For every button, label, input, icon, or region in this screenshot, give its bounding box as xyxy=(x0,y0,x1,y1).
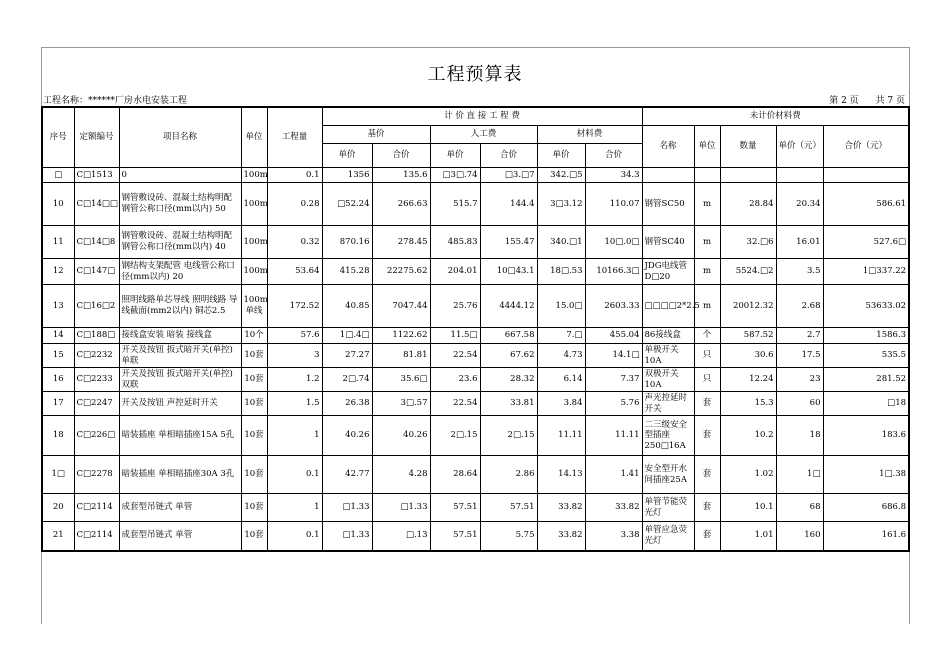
row-code: C□2278 xyxy=(74,456,119,494)
row-seq: 20 xyxy=(42,494,74,522)
row-m-name: 单管节能荧光灯 xyxy=(642,494,694,522)
row-base-total: 81.81 xyxy=(372,344,430,368)
row-seq: 15 xyxy=(42,344,74,368)
row-base-unit-price: 2□.74 xyxy=(322,368,372,392)
header-base-total: 合价 xyxy=(372,144,430,168)
header-direct-cost: 计 价 直 接 工 程 费 xyxy=(322,107,642,126)
row-m-unit: 套 xyxy=(694,494,720,522)
row-seq: 21 xyxy=(42,522,74,551)
row-m-qty: 1.02 xyxy=(720,456,776,494)
row-item-name: 成套型吊链式 单管 xyxy=(119,522,241,551)
row-labor-unit-price: 23.6 xyxy=(430,368,480,392)
row-qty: 0.32 xyxy=(267,226,322,259)
row-item-name: 开关及按钮 扳式暗开关(单控) 双联 xyxy=(119,368,241,392)
header-m-qty: 数量 xyxy=(720,126,776,168)
header-material-unit-price: 单价 xyxy=(537,144,585,168)
header-material: 材料费 xyxy=(537,126,642,144)
row-m-name: 二三级安全型插座250□16A xyxy=(642,416,694,456)
row-m-unit: 套 xyxy=(694,456,720,494)
row-m-qty: 30.6 xyxy=(720,344,776,368)
row-m-name: 单极开关10A xyxy=(642,344,694,368)
row-labor-total: 4444.12 xyxy=(480,285,537,328)
header-qty: 工程量 xyxy=(267,107,322,168)
row-m-total: 1586.3 xyxy=(823,328,909,344)
row-labor-total: 667.58 xyxy=(480,328,537,344)
row-seq: 18 xyxy=(42,416,74,456)
row-m-unit-price: 160 xyxy=(776,522,823,551)
row-base-unit-price: 1□.4□ xyxy=(322,328,372,344)
row-item-name: 钢结构支架配管 电线管公称口径(mm以内) 20 xyxy=(119,259,241,285)
row-m-name: 86接线盒 xyxy=(642,328,694,344)
table-row xyxy=(42,368,909,392)
page-total: 共 7 页 xyxy=(875,96,905,106)
row-base-unit-price: 26.38 xyxy=(322,392,372,416)
row-m-unit-price: 20.34 xyxy=(776,183,823,226)
row-m-unit: 套 xyxy=(694,522,720,551)
row-base-total: 22275.62 xyxy=(372,259,430,285)
row-m-total: 183.6 xyxy=(823,416,909,456)
header-labor-total: 合价 xyxy=(480,144,537,168)
row-base-unit-price: □52.24 xyxy=(322,183,372,226)
row-code: C□14□□ xyxy=(74,183,119,226)
row-material-unit-price: 15.0□ xyxy=(537,285,585,328)
project-name: 工程名称：******厂房水电安装工程 xyxy=(43,96,188,106)
row-unit: 10套 xyxy=(241,368,267,392)
row-labor-total: 155.47 xyxy=(480,226,537,259)
header-m-unit: 单位 xyxy=(694,126,720,168)
header-item: 项目名称 xyxy=(119,107,241,168)
row-material-total: 34.3 xyxy=(585,168,642,183)
row-material-total: 11.11 xyxy=(585,416,642,456)
row-base-unit-price: 1356 xyxy=(322,168,372,183)
row-m-name: 钢管SC40 xyxy=(642,226,694,259)
header-code: 定额编号 xyxy=(74,107,119,168)
row-item-name: 钢管敷设砖、混凝土结构明配钢管公称口径(mm以内) 50 xyxy=(119,183,241,226)
row-labor-unit-price: 22.54 xyxy=(430,392,480,416)
row-material-total: 2603.33 xyxy=(585,285,642,328)
table-row xyxy=(42,522,909,551)
row-m-unit-price: 18 xyxy=(776,416,823,456)
row-seq: 1□ xyxy=(42,456,74,494)
row-m-total: 161.6 xyxy=(823,522,909,551)
row-labor-unit-price: 25.76 xyxy=(430,285,480,328)
row-item-name: 开关及按钮 声控延时开关 xyxy=(119,392,241,416)
row-material-total: 10□.0□ xyxy=(585,226,642,259)
row-base-unit-price: 40.26 xyxy=(322,416,372,456)
row-unit: 10套 xyxy=(241,494,267,522)
row-m-name: 双极开关10A xyxy=(642,368,694,392)
row-labor-total: 67.62 xyxy=(480,344,537,368)
row-unit: 100m xyxy=(241,226,267,259)
row-code: C□14□8 xyxy=(74,226,119,259)
row-code: C□147□ xyxy=(74,259,119,285)
row-labor-unit-price: 22.54 xyxy=(430,344,480,368)
row-base-total: 135.6 xyxy=(372,168,430,183)
row-base-total: 40.26 xyxy=(372,416,430,456)
row-labor-total: 144.4 xyxy=(480,183,537,226)
row-material-total: 3.38 xyxy=(585,522,642,551)
row-m-total: □18 xyxy=(823,392,909,416)
row-item-name: 成套型吊链式 单管 xyxy=(119,494,241,522)
row-seq: 16 xyxy=(42,368,74,392)
row-material-unit-price: 7.□ xyxy=(537,328,585,344)
row-unit: 100m xyxy=(241,168,267,183)
row-seq: 17 xyxy=(42,392,74,416)
row-material-unit-price: 4.73 xyxy=(537,344,585,368)
row-m-unit: 套 xyxy=(694,392,720,416)
header-seq: 序号 xyxy=(42,107,74,168)
row-m-unit: 个 xyxy=(694,328,720,344)
row-material-unit-price: 11.11 xyxy=(537,416,585,456)
row-code: C□188□ xyxy=(74,328,119,344)
table-row xyxy=(42,259,909,285)
row-qty: 57.6 xyxy=(267,328,322,344)
table-row xyxy=(42,344,909,368)
row-m-total: 535.5 xyxy=(823,344,909,368)
row-unit: 100m xyxy=(241,259,267,285)
row-labor-unit-price: 515.7 xyxy=(430,183,480,226)
header-base-price: 基价 xyxy=(322,126,430,144)
row-seq: 11 xyxy=(42,226,74,259)
row-item-name: 开关及按钮 扳式暗开关(单控) 单联 xyxy=(119,344,241,368)
row-base-total: 266.63 xyxy=(372,183,430,226)
document-title: 工程预算表 xyxy=(427,64,523,85)
row-seq: 13 xyxy=(42,285,74,328)
header-base-unit-price: 单价 xyxy=(322,144,372,168)
table-body xyxy=(42,168,909,551)
row-base-unit-price: 27.27 xyxy=(322,344,372,368)
row-seq: □ xyxy=(42,168,74,183)
row-material-unit-price: 14.13 xyxy=(537,456,585,494)
row-m-qty: 587.52 xyxy=(720,328,776,344)
row-material-unit-price: 3□3.12 xyxy=(537,183,585,226)
row-m-unit-price: 1□ xyxy=(776,456,823,494)
row-code: C□2247 xyxy=(74,392,119,416)
row-m-total: 586.61 xyxy=(823,183,909,226)
header-m-unit-price: 单价（元） xyxy=(776,126,823,168)
row-labor-total: 2□.15 xyxy=(480,416,537,456)
row-m-qty: 10.2 xyxy=(720,416,776,456)
row-material-unit-price: 340.□1 xyxy=(537,226,585,259)
row-base-total: 278.45 xyxy=(372,226,430,259)
row-m-total: 53633.02 xyxy=(823,285,909,328)
row-m-unit xyxy=(694,168,720,183)
row-m-unit-price xyxy=(776,168,823,183)
row-m-qty: 1.01 xyxy=(720,522,776,551)
row-material-unit-price: 6.14 xyxy=(537,368,585,392)
row-m-qty: 15.3 xyxy=(720,392,776,416)
row-base-total: 35.6□ xyxy=(372,368,430,392)
row-material-total: 110.07 xyxy=(585,183,642,226)
row-seq: 10 xyxy=(42,183,74,226)
row-labor-total: 28.32 xyxy=(480,368,537,392)
row-m-total: 686.8 xyxy=(823,494,909,522)
row-material-total: 455.04 xyxy=(585,328,642,344)
row-m-unit-price: 3.5 xyxy=(776,259,823,285)
row-m-total: 1□337.22 xyxy=(823,259,909,285)
header-unit: 单位 xyxy=(241,107,267,168)
row-qty: 1 xyxy=(267,416,322,456)
row-labor-unit-price: 57.51 xyxy=(430,494,480,522)
row-m-name xyxy=(642,168,694,183)
row-unit: 10套 xyxy=(241,522,267,551)
row-qty: 1 xyxy=(267,494,322,522)
row-m-total: 1□.38 xyxy=(823,456,909,494)
page-number: 第 2 页 xyxy=(829,96,859,106)
row-m-qty: 12.24 xyxy=(720,368,776,392)
row-qty: 0.1 xyxy=(267,522,322,551)
row-material-total: 5.76 xyxy=(585,392,642,416)
row-m-unit: m xyxy=(694,183,720,226)
row-material-unit-price: 33.82 xyxy=(537,494,585,522)
row-m-total xyxy=(823,168,909,183)
row-unit: 10套 xyxy=(241,456,267,494)
row-m-unit-price: 2.68 xyxy=(776,285,823,328)
row-qty: 0.1 xyxy=(267,168,322,183)
row-material-total: 33.82 xyxy=(585,494,642,522)
row-unit: 10套 xyxy=(241,416,267,456)
table-row xyxy=(42,226,909,259)
row-m-name: 安全型开水间插座25A xyxy=(642,456,694,494)
row-base-total: 1122.62 xyxy=(372,328,430,344)
row-m-qty: 5524.□2 xyxy=(720,259,776,285)
row-m-unit: 套 xyxy=(694,416,720,456)
row-labor-unit-price: 28.64 xyxy=(430,456,480,494)
row-code: C□16□2 xyxy=(74,285,119,328)
header-labor: 人工费 xyxy=(430,126,537,144)
row-qty: 0.1 xyxy=(267,456,322,494)
table-row xyxy=(42,494,909,522)
header-labor-unit-price: 单价 xyxy=(430,144,480,168)
row-m-unit-price: 23 xyxy=(776,368,823,392)
row-seq: 14 xyxy=(42,328,74,344)
row-qty: 0.28 xyxy=(267,183,322,226)
row-labor-total: 57.51 xyxy=(480,494,537,522)
row-material-unit-price: 342.□5 xyxy=(537,168,585,183)
row-unit: 100m xyxy=(241,183,267,226)
row-material-total: 7.37 xyxy=(585,368,642,392)
row-base-unit-price: 870.16 xyxy=(322,226,372,259)
row-unit: 10套 xyxy=(241,344,267,368)
row-base-total: 4.28 xyxy=(372,456,430,494)
row-item-name: 暗装插座 单相暗插座15A 5孔 xyxy=(119,416,241,456)
row-m-qty: 28.84 xyxy=(720,183,776,226)
row-qty: 53.64 xyxy=(267,259,322,285)
row-m-total: 527.6□ xyxy=(823,226,909,259)
row-labor-unit-price: 57.51 xyxy=(430,522,480,551)
row-unit: 10套 xyxy=(241,392,267,416)
row-labor-unit-price: 11.5□ xyxy=(430,328,480,344)
row-m-unit: m xyxy=(694,285,720,328)
row-item-name: 钢管敷设砖、混凝土结构明配钢管公称口径(mm以内) 40 xyxy=(119,226,241,259)
row-m-name: 单管应急荧光灯 xyxy=(642,522,694,551)
header-unpriced-material: 未计价材料费 xyxy=(642,107,909,126)
row-labor-unit-price: 2□.15 xyxy=(430,416,480,456)
row-m-name: JDG电线管D□20 xyxy=(642,259,694,285)
table-row xyxy=(42,183,909,226)
row-base-unit-price: □1.33 xyxy=(322,522,372,551)
row-m-qty: 20012.32 xyxy=(720,285,776,328)
table-row xyxy=(42,392,909,416)
row-labor-total: 33.81 xyxy=(480,392,537,416)
row-qty: 1.2 xyxy=(267,368,322,392)
row-m-unit-price: 68 xyxy=(776,494,823,522)
header-material-total: 合价 xyxy=(585,144,642,168)
row-m-unit-price: 60 xyxy=(776,392,823,416)
row-material-total: 10166.3□ xyxy=(585,259,642,285)
row-m-unit-price: 17.5 xyxy=(776,344,823,368)
row-base-total: □1.33 xyxy=(372,494,430,522)
row-m-unit-price: 16.01 xyxy=(776,226,823,259)
header-m-total: 合价（元） xyxy=(823,126,909,168)
row-base-total: 3□.57 xyxy=(372,392,430,416)
row-code: C□2114 xyxy=(74,494,119,522)
row-base-unit-price: 42.77 xyxy=(322,456,372,494)
row-item-name: 暗装插座 单相暗插座30A 3孔 xyxy=(119,456,241,494)
row-qty: 172.52 xyxy=(267,285,322,328)
row-m-unit: m xyxy=(694,259,720,285)
row-base-unit-price: 40.85 xyxy=(322,285,372,328)
row-seq: 12 xyxy=(42,259,74,285)
row-m-name: □□□□2*2.5 xyxy=(642,285,694,328)
row-m-qty: 32.□6 xyxy=(720,226,776,259)
row-item-name: 接线盒安装 暗装 接线盒 xyxy=(119,328,241,344)
row-labor-unit-price: 204.01 xyxy=(430,259,480,285)
table-row xyxy=(42,456,909,494)
row-m-unit-price: 2.7 xyxy=(776,328,823,344)
row-qty: 3 xyxy=(267,344,322,368)
table-row xyxy=(42,285,909,328)
row-code: C□2233 xyxy=(74,368,119,392)
row-base-unit-price: □1.33 xyxy=(322,494,372,522)
header-m-name: 名称 xyxy=(642,126,694,168)
row-m-unit: 只 xyxy=(694,344,720,368)
row-m-name: 声光控延时开关 xyxy=(642,392,694,416)
row-m-unit: 只 xyxy=(694,368,720,392)
row-labor-unit-price: 485.83 xyxy=(430,226,480,259)
row-labor-total: 5.75 xyxy=(480,522,537,551)
row-labor-unit-price: □3□.74 xyxy=(430,168,480,183)
row-m-qty: 10.1 xyxy=(720,494,776,522)
row-m-qty xyxy=(720,168,776,183)
row-labor-total: 10□43.1 xyxy=(480,259,537,285)
row-base-unit-price: 415.28 xyxy=(322,259,372,285)
row-unit: 100m单线 xyxy=(241,285,267,328)
row-m-total: 281.52 xyxy=(823,368,909,392)
table-row xyxy=(42,168,909,183)
row-labor-total: 2.86 xyxy=(480,456,537,494)
row-item-name: 0 xyxy=(119,168,241,183)
row-material-total: 14.1□ xyxy=(585,344,642,368)
row-labor-total: □3.□7 xyxy=(480,168,537,183)
row-item-name: 照明线路单芯导线 照明线路 导线截面(mm2以内) 铜芯2.5 xyxy=(119,285,241,328)
row-unit: 10个 xyxy=(241,328,267,344)
row-base-total: □.13 xyxy=(372,522,430,551)
row-code: C□1513 xyxy=(74,168,119,183)
row-material-unit-price: 33.82 xyxy=(537,522,585,551)
row-base-total: 7047.44 xyxy=(372,285,430,328)
budget-table xyxy=(41,106,910,552)
row-material-unit-price: 3.84 xyxy=(537,392,585,416)
row-material-total: 1.41 xyxy=(585,456,642,494)
table-row xyxy=(42,416,909,456)
row-code: C□2114 xyxy=(74,522,119,551)
row-code: C□226□ xyxy=(74,416,119,456)
row-m-unit: m xyxy=(694,226,720,259)
page-indicator xyxy=(815,93,905,106)
row-qty: 1.5 xyxy=(267,392,322,416)
row-code: C□2232 xyxy=(74,344,119,368)
row-m-name: 钢管SC50 xyxy=(642,183,694,226)
row-material-unit-price: 18□.53 xyxy=(537,259,585,285)
table-row xyxy=(42,328,909,344)
